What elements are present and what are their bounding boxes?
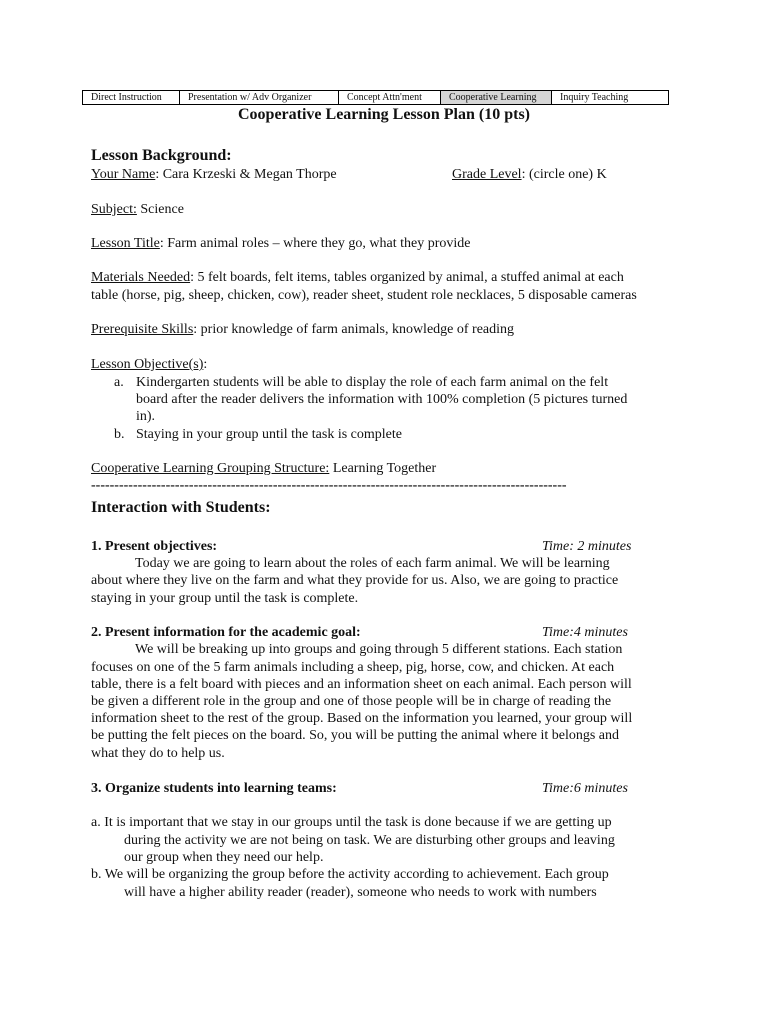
step-2-line5: information sheet to the rest of the group. Based on the information you learned, your group will [91, 711, 633, 726]
tab-cooperative-learning: Cooperative Learning [441, 91, 552, 104]
step-3-title: 3. Organize students into learning teams: [91, 781, 337, 796]
objective-a-marker: a. [114, 375, 124, 390]
subject-label: Subject: [91, 202, 137, 217]
materials-label: Materials Needed [91, 270, 191, 285]
step-3-item-a-line3: our group when they need our help. [124, 850, 324, 865]
objective-b-text: Staying in your group until the task is complete [136, 427, 402, 442]
step-2-line7: what they do to help us. [91, 746, 225, 761]
tab-presentation-adv-organizer: Presentation w/ Adv Organizer [180, 91, 339, 104]
objective-b-marker: b. [114, 427, 125, 442]
your-name-row [91, 166, 337, 183]
step-3-item-b-line1: b. We will be organizing the group before the activity according to achievement. Each group [91, 867, 609, 882]
tab-concept-attainment: Concept Attn'ment [339, 91, 441, 104]
step-2-line3: table, there is a felt board with pieces and an information sheet on each animal. Each person will [91, 677, 632, 692]
step-1-line1: Today we are going to learn about the roles of each farm animal. We will be learning [135, 556, 610, 571]
objectives-colon: : [203, 357, 208, 372]
prerequisite-value: : prior knowledge of farm animals, knowledge of reading [193, 322, 515, 337]
step-3-item-b-line2: will have a higher ability reader (reader), someone who needs to work with numbers [124, 885, 597, 900]
objective-a-line3: in). [136, 409, 156, 424]
step-2-title: 2. Present information for the academic goal: [91, 625, 361, 640]
step-3-time: Time:6 minutes [542, 781, 628, 796]
page-title: Cooperative Learning Lesson Plan (10 pts) [238, 106, 530, 123]
lesson-background-heading: Lesson Background: [91, 147, 232, 164]
grade-level-label: Grade Level [452, 167, 522, 182]
step-2-time: Time:4 minutes [542, 625, 628, 640]
objective-a-line2: board after the reader delivers the information with 100% completion (5 pictures turned [136, 392, 628, 407]
grouping-structure-row [91, 460, 436, 477]
step-1-line3: staying in your group until the task is complete. [91, 591, 359, 606]
your-name-value: : Cara Krzeski & Megan Thorpe [155, 167, 337, 182]
interaction-heading: Interaction with Students: [91, 499, 271, 516]
section-divider: ------------------------------------------------------------------------------------------------------ [91, 478, 567, 493]
step-2-line1: We will be breaking up into groups and going through 5 different stations. Each station [135, 642, 623, 657]
step-1-time: Time: 2 minutes [542, 539, 632, 554]
your-name-label: Your Name [91, 167, 156, 182]
step-3-item-a-line2: during the activity we are not being on task. We are disturbing other groups and leaving [124, 833, 615, 848]
objectives-row [91, 356, 207, 373]
tab-direct-instruction: Direct Instruction [83, 91, 180, 104]
prerequisite-label: Prerequisite Skills [91, 322, 194, 337]
lesson-title-row [91, 235, 471, 252]
step-2-line6: be putting the felt pieces on the board. So, you will be putting the animal where it belongs and [91, 728, 619, 743]
grouping-structure-label: Cooperative Learning Grouping Structure: [91, 461, 330, 476]
step-3-item-a-line1: a. It is important that we stay in our groups until the task is done because if we are getting up [91, 815, 612, 830]
prerequisite-row [91, 321, 514, 338]
grade-level-row [452, 166, 607, 183]
grouping-structure-value: Learning Together [329, 461, 437, 476]
tab-inquiry-teaching: Inquiry Teaching [560, 92, 629, 103]
materials-row [91, 269, 624, 286]
step-1-line2: about where they live on the farm and what they provide for us. Also, we are going to practice [91, 573, 619, 588]
step-2-line4: be given a different role in the group and one of those people will be in charge of reading the [91, 694, 612, 709]
subject-row [91, 201, 184, 218]
materials-value-line1: : 5 felt boards, felt items, tables organized by animal, a stuffed animal at each [190, 270, 624, 285]
materials-value-line2: table (horse, pig, sheep, chicken, cow), reader sheet, student role necklaces, 5 disposable cameras [91, 288, 637, 303]
step-1-title: 1. Present objectives: [91, 539, 218, 554]
model-tab-strip [82, 90, 669, 105]
subject-value: Science [136, 202, 184, 217]
grade-level-value: : (circle one) K [521, 167, 607, 182]
lesson-title-value: : Farm animal roles – where they go, what they provide [159, 236, 471, 251]
objective-a-line1: Kindergarten students will be able to display the role of each farm animal on the felt [136, 375, 609, 390]
objectives-label: Lesson Objective(s) [91, 357, 204, 372]
step-2-line2: focuses on one of the 5 farm animals including a sheep, pig, horse, cow, and chicken. At each [91, 660, 615, 675]
lesson-title-label: Lesson Title [91, 236, 160, 251]
